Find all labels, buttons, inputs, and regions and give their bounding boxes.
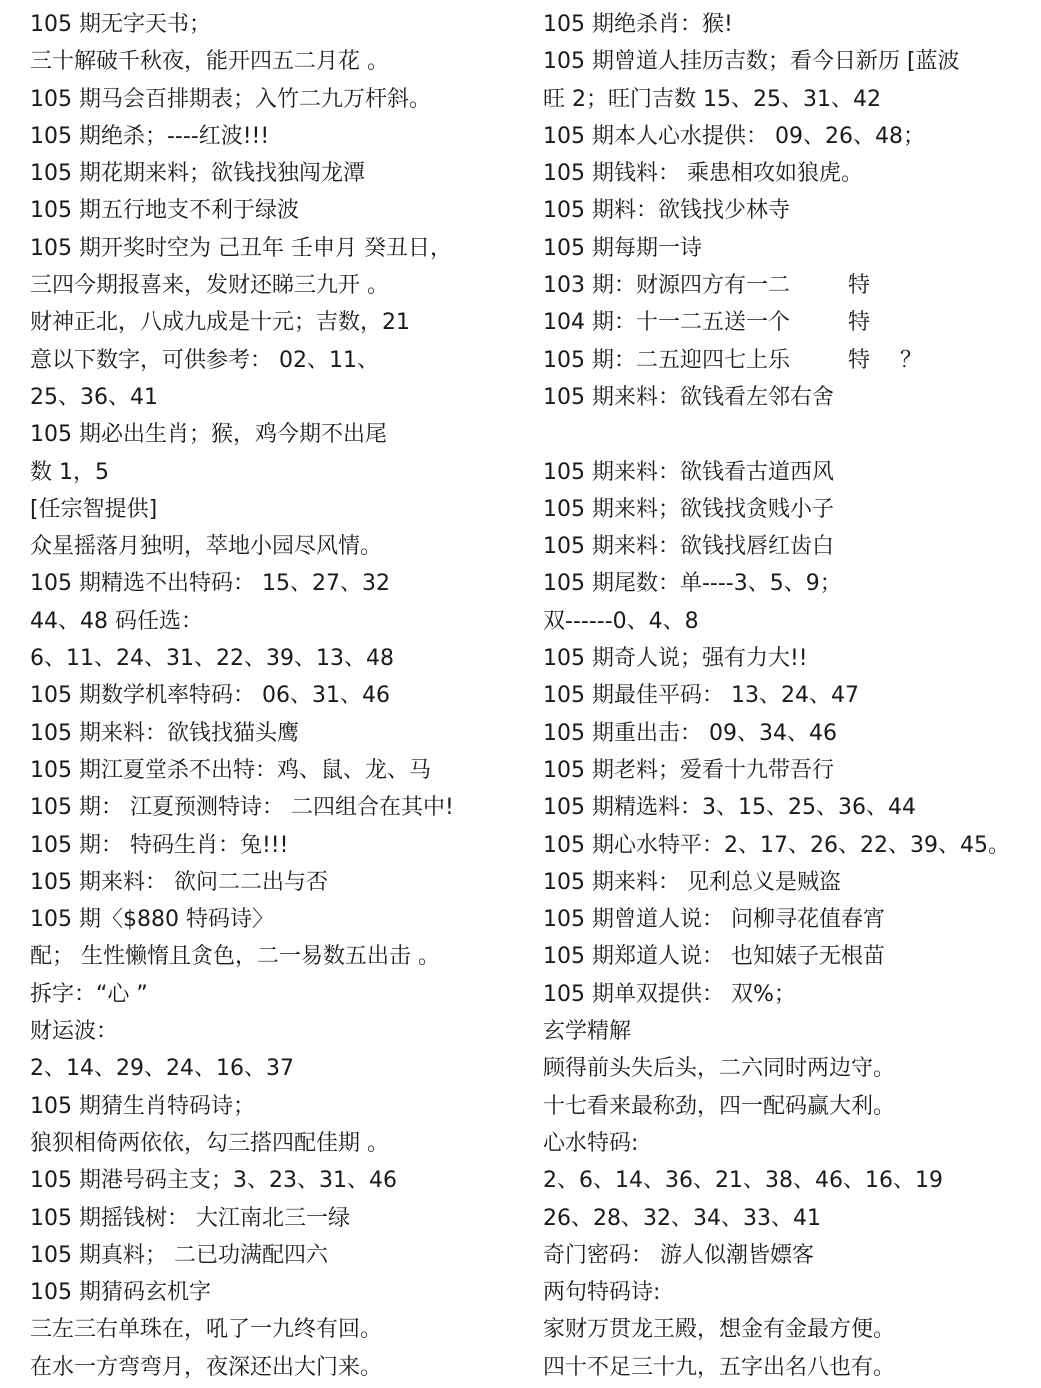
text-line: 105 期曾道人挂历吉数；看今日新历 [蓝波: [543, 49, 960, 75]
text-line: 105 期最佳平码： 13、24、47: [543, 683, 859, 709]
text-line: 2、6、14、36、21、38、46、16、19: [543, 1168, 943, 1194]
text-line: [543, 416, 1033, 453]
text-line: 众星摇落月独明，萃地小园尽风情。: [30, 534, 383, 560]
left-column: [30, 6, 520, 1386]
text-line: 105 期： 特码生肖：兔!!!: [30, 832, 289, 858]
text-line: 心水特码:: [543, 1130, 639, 1156]
poem-extra: ？: [900, 347, 923, 373]
text-line: 105 期料：欲钱找少林寺: [543, 198, 790, 224]
right-column: [543, 6, 1033, 1386]
poem-label: 103 期：: [543, 273, 636, 299]
text-line: 105 期无字天书；: [30, 12, 211, 37]
text-line: 顾得前头失后头，二六同时两边守。: [543, 1056, 896, 1082]
text-line: 数 1，5: [30, 459, 109, 485]
text-line: 三十解破千秋夜，能开四五二月花 。: [30, 49, 389, 75]
text-line: 玄学精解: [543, 1019, 632, 1045]
text-line: 105 期必出生肖；猴，鸡今期不出尾: [30, 422, 387, 448]
text-line: 105 期单双提供： 双%；: [543, 981, 796, 1007]
text-line: 105 期曾道人说： 问柳寻花值春宵: [543, 907, 885, 933]
text-line: 105 期江夏堂杀不出特：鸡、鼠、龙、马: [30, 757, 431, 783]
text-line: 旺 2；旺门吉数 15、25、31、42: [543, 86, 881, 112]
text-line: 105 期马会百排期表；入竹二九万杆斜。: [30, 86, 431, 112]
text-line: 四十不足三十九，五字出名八也有。: [543, 1354, 896, 1380]
text-line: 双------0、4、8: [543, 608, 699, 634]
poem-row: [543, 304, 1033, 341]
text-line: 105 期数学机率特码： 06、31、46: [30, 683, 390, 709]
poem-label: 104 期：: [543, 310, 636, 336]
poem-row: [543, 342, 1033, 379]
text-line: 家财万贯龙王殿，想金有金最方便。: [543, 1317, 896, 1343]
text-line: 105 期郑道人说： 也知婊子无根苗: [543, 944, 885, 970]
text-line: 105 期老料；爱看十九带吾行: [543, 757, 834, 783]
text-line: 105 期摇钱树： 大江南北三一绿: [30, 1205, 350, 1231]
text-line: 105 期五行地支不利于绿波: [30, 198, 299, 224]
text-line: [任宗智提供]: [30, 496, 158, 522]
poem-mark: 特: [848, 273, 871, 299]
text-line: 105 期本人心水提供： 09、26、48；: [543, 123, 925, 149]
text-line: 105 期： 江夏预测特诗： 二四组合在其中!: [30, 795, 454, 821]
text-line: 105 期精选不出特码： 15、27、32: [30, 571, 390, 597]
text-line: 6、11、24、31、22、39、13、48: [30, 646, 394, 672]
text-line: 奇门密码： 游人似潮皆嫖客: [543, 1242, 814, 1268]
poem-row: [543, 267, 1033, 304]
text-line: 105 期猜码玄机字: [30, 1280, 211, 1306]
poem-text: 二五迎四七上乐: [636, 347, 791, 373]
text-line: 105 期绝杀肖：猴!: [543, 12, 733, 37]
text-line: 在水一方弯弯月，夜深还出大门来。: [30, 1354, 383, 1380]
text-line: 105 期来料：欲钱看古道西风: [543, 459, 834, 485]
text-line: 105 期港号码主支；3、23、31、46: [30, 1168, 397, 1194]
poem-mark: 特: [848, 310, 871, 336]
text-line: 105 期每期一诗: [543, 235, 702, 261]
text-line: 十七看来最称劲，四一配码赢大利。: [543, 1093, 896, 1119]
text-line: 105 期猜生肖特码诗；: [30, 1093, 255, 1119]
text-line: 两句特码诗:: [543, 1280, 661, 1306]
text-line: 105 期花期来料；欲钱找独闯龙潭: [30, 161, 365, 187]
text-line: 拆字：“心 ”: [30, 981, 148, 1007]
text-line: 配； 生性懒惰且贪色，二一易数五出击 。: [30, 944, 440, 970]
text-line: 105 期来料：欲钱找唇红齿白: [543, 534, 834, 560]
text-line: 44、48 码任选：: [30, 608, 203, 634]
text-line: 105 期尾数：单----3、5、9；: [543, 571, 842, 597]
text-line: 105 期真料； 二已功满配四六: [30, 1242, 328, 1268]
text-line: 105 期开奖时空为 己丑年 壬申月 癸丑日，: [30, 235, 452, 261]
text-line: 105 期〈$880 特码诗〉: [30, 907, 274, 933]
text-line: 三左三右单珠在，吼了一九终有回。: [30, 1317, 383, 1343]
poem-text: 财源四方有一二: [636, 273, 791, 299]
text-line: 狼狈相倚两依依，勾三搭四配佳期 。: [30, 1130, 389, 1156]
poem-text: 十一二五送一个: [636, 310, 791, 336]
text-line: 105 期来料：欲钱找猫头鹰: [30, 720, 299, 746]
text-line: 25、36、41: [30, 384, 158, 410]
text-line: 105 期精选料：3、15、25、36、44: [543, 795, 916, 821]
text-line: 26、28、32、34、33、41: [543, 1205, 821, 1231]
text-line: 105 期来料；欲钱找贪贱小子: [543, 496, 834, 522]
text-line: 财神正北，八成九成是十元；吉数，21: [30, 310, 410, 336]
text-line: 105 期奇人说；强有力大!!: [543, 646, 808, 672]
text-line: 105 期来料：欲钱看左邻右舍: [543, 384, 834, 410]
text-line: 105 期钱料： 乘患相攻如狼虎。: [543, 161, 863, 187]
text-line: 105 期重出击： 09、34、46: [543, 720, 837, 746]
text-line: 意以下数字，可供参考： 02、11、: [30, 347, 379, 373]
text-line: 105 期绝杀；----红波!!!: [30, 123, 270, 149]
text-line: 105 期来料： 欲问二二出与否: [30, 869, 328, 895]
text-line: 2、14、29、24、16、37: [30, 1056, 294, 1082]
poem-label: 105 期：: [543, 347, 636, 373]
text-line: 财运波：: [30, 1019, 119, 1045]
text-line: 三四今期报喜来，发财还睇三九开 。: [30, 273, 389, 299]
text-line: 105 期来料： 见利总义是贼盗: [543, 869, 841, 895]
text-line: 105 期心水特平：2、17、26、22、39、45。: [543, 832, 1010, 858]
poem-mark: 特: [848, 347, 871, 373]
